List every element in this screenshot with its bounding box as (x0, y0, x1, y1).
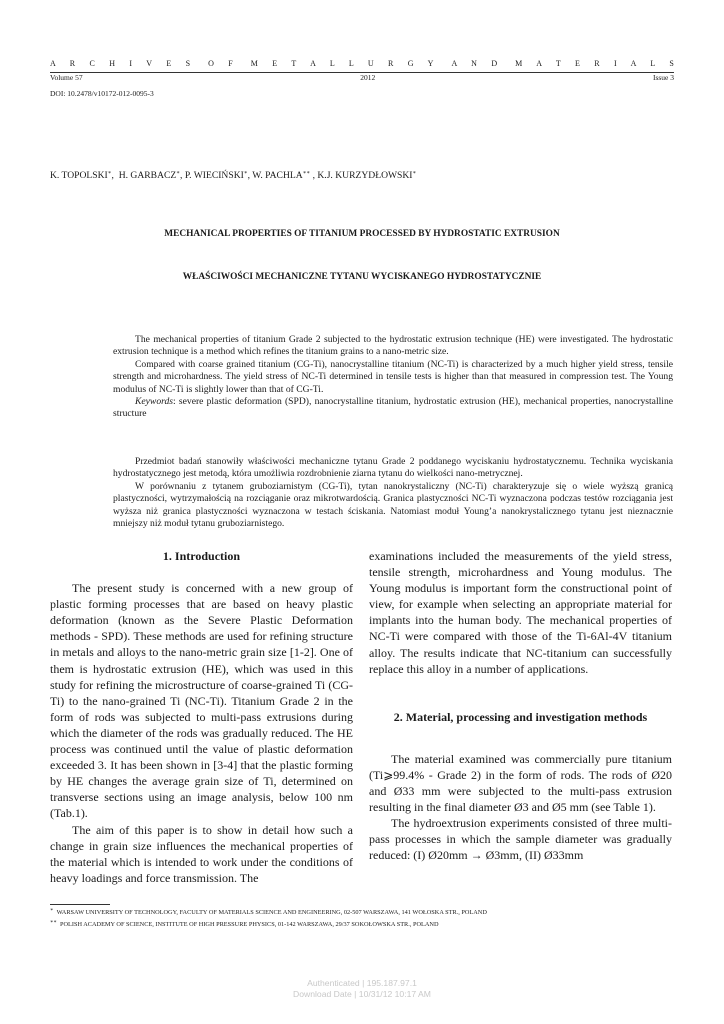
journal-word: M E T A L L U R G Y (250, 59, 440, 68)
author: K. TOPOLSKI (50, 170, 108, 182)
footnote-rule (50, 904, 110, 905)
year: 2012 (360, 73, 376, 82)
author: W. PACHLA (252, 170, 303, 182)
section-heading: 1. Introduction (162, 549, 241, 563)
body-paragraph: The material examined was commercially pure titanium (Ti⩾99.4% - Grade 2) in the form of rods. The rods of Ø20 and Ø33 mm were subjected to the multi-pass extrusion resulting in the final diameter Ø3 and Ø5 mm (see Table 1). (369, 751, 672, 815)
issue: Issue 3 (652, 73, 674, 82)
author: P. WIECIŃSKI (184, 170, 244, 182)
body-paragraph: The present study is concerned with a new group of plastic forming processes that are based on heavy plastic deformation (known as the Severe Plastic Deformation methods - SPD). These methods are used for refining structure in metals and alloys to the nano-metric grain size [1-2]. One of them is hydrostatic extrusion (HE), which was used in this study for refining the microstructure of coarse-grained Ti (CG-Ti) to the nano-grained Ti (NC-Ti). Titanium Grade 2 in the form of rods was subjected to multi-pass extrusions during which the diameter of the rods was gradually reduced. The HE process was continued until the value of plastic deformation exceeded 3. It has been shown in [3-4] that the plastic forming by HE changes the average grain size of Ti, determined on transverse sections using an image analysis, below 100 nm (Tab.1). (50, 581, 353, 821)
volume: Volume 57 (50, 73, 83, 82)
body-paragraph: examinations included the measurements of the yield stress, tensile strength, microhardness and Young modulus. The Young modulus is important form the constructional point of view, for example when selecting an appropriate material for implants into the human body. The mechanical properties of NC-Ti were compared with those of the Ti-6Al-4V titanium alloy. The results indicate that NC-titanium can successfully replace this alloy in a number of applications. (369, 549, 672, 676)
author: K.J. KURZYDŁOWSKI (317, 170, 413, 182)
abstract-paragraph: Compared with coarse grained titanium (CG-Ti), nanocrystalline titanium (NC-Ti) is characterized by a much higher yield stress, tensile strength and microhardness. The yield stress of NC-Ti determined in tensile tests is higher than that measured in compression test. The Young modulus of NC-Ti is slightly lower than that of CG-Ti. (113, 358, 673, 395)
right-column (369, 548, 672, 864)
keywords: Keywords: severe plastic deformation (SPD), nanocrystalline titanium, hydrostatic extrusion (HE), mechanical properties, nanocrystalline structure (113, 396, 673, 420)
journal-word: M A T E R I A L S (515, 59, 680, 68)
author-list: K. TOPOLSKI∗, H. GARBACZ∗, P. WIECIŃSKI∗, W. PACHLA∗∗ , K.J. KURZYDŁOWSKI∗ (50, 170, 417, 182)
journal-word: O F (208, 59, 239, 68)
download-watermark: Authenticated | 195.187.97.1 Download Date | 10/31/12 10:17 AM (293, 978, 431, 999)
abstract-paragraph: W porównaniu z tytanem gruboziarnistym (CG-Ti), tytan nanokrystaliczny (NC-Ti) charakteryzuje się o wiele wyższą granicą plastyczności, wytrzymałością na rozciąganie oraz mikrotwardością. Granica plastyczności NC-Ti wyznaczona podczas testów rozciągania jest wyższa niż granica plastyczności wyznaczona w testach ściskania. Natomiast moduł Young’a nanokrystalicznego tytanu jest nieznacznie mniejszy niż moduł tytanu gruboziarnistego. (113, 480, 673, 530)
author: H. GARBACZ (118, 170, 177, 182)
volume-row (50, 73, 674, 82)
abstract-english (113, 334, 673, 421)
abstract-paragraph: The mechanical properties of titanium Grade 2 subjected to the hydrostatic extrusion technique (HE) were investigated. The hydrostatic extrusion technique is a method which refines the titanium grains to a nano-metric size. (113, 334, 673, 358)
body-paragraph: The aim of this paper is to show in detail how such a change in grain size influences the mechanical properties of the material which is intended to work under the conditions of heavy loadings and force transmission. The (50, 822, 353, 885)
journal-word: A N D (451, 59, 504, 68)
footnote: ∗ WARSAW UNIVERSITY OF TECHNOLOGY, FACULTY OF MATERIALS SCIENCE AND ENGINEERING, 02-507 WARSZAWA, 141 WOŁOSKA STR., POLAND (50, 908, 487, 917)
abstract-polish (113, 456, 673, 530)
left-column (50, 548, 353, 886)
doi: DOI: 10.2478/v10172-012-0095-3 (50, 89, 154, 98)
paper-title-polish: WŁAŚCIWOŚCI MECHANICZNE TYTANU WYCISKANEGO HYDROSTATYCZNIE (182, 272, 542, 282)
paper-title: MECHANICAL PROPERTIES OF TITANIUM PROCESSED BY HYDROSTATIC EXTRUSION (164, 229, 560, 239)
journal-name (50, 59, 680, 68)
footnote: ∗∗ POLISH ACADEMY OF SCIENCE, INSTITUTE OF HIGH PRESSURE PHYSICS, 01-142 WARSZAWA, 29/37 SOKOŁOWSKA STR., POLAND (50, 920, 439, 929)
body-paragraph: The hydroextrusion experiments consisted of three multi-pass processes in which the sample diameter was gradually reduced: (I) Ø20mm → Ø3mm, (II) Ø33mm (369, 816, 672, 863)
abstract-paragraph: Przedmiot badań stanowiły właściwości mechaniczne tytanu Grade 2 poddanego wyciskaniu hydrostatycznemu. Technika wyciskania hydrostatycznego jest metodą, która umożliwia rozdrobnienie ziarna tytanu do wielkości nano-metrycznej. (113, 456, 673, 480)
journal-word: A R C H I V E S (50, 59, 197, 68)
section-heading: 2. Material, processing and investigation methods (393, 709, 648, 724)
